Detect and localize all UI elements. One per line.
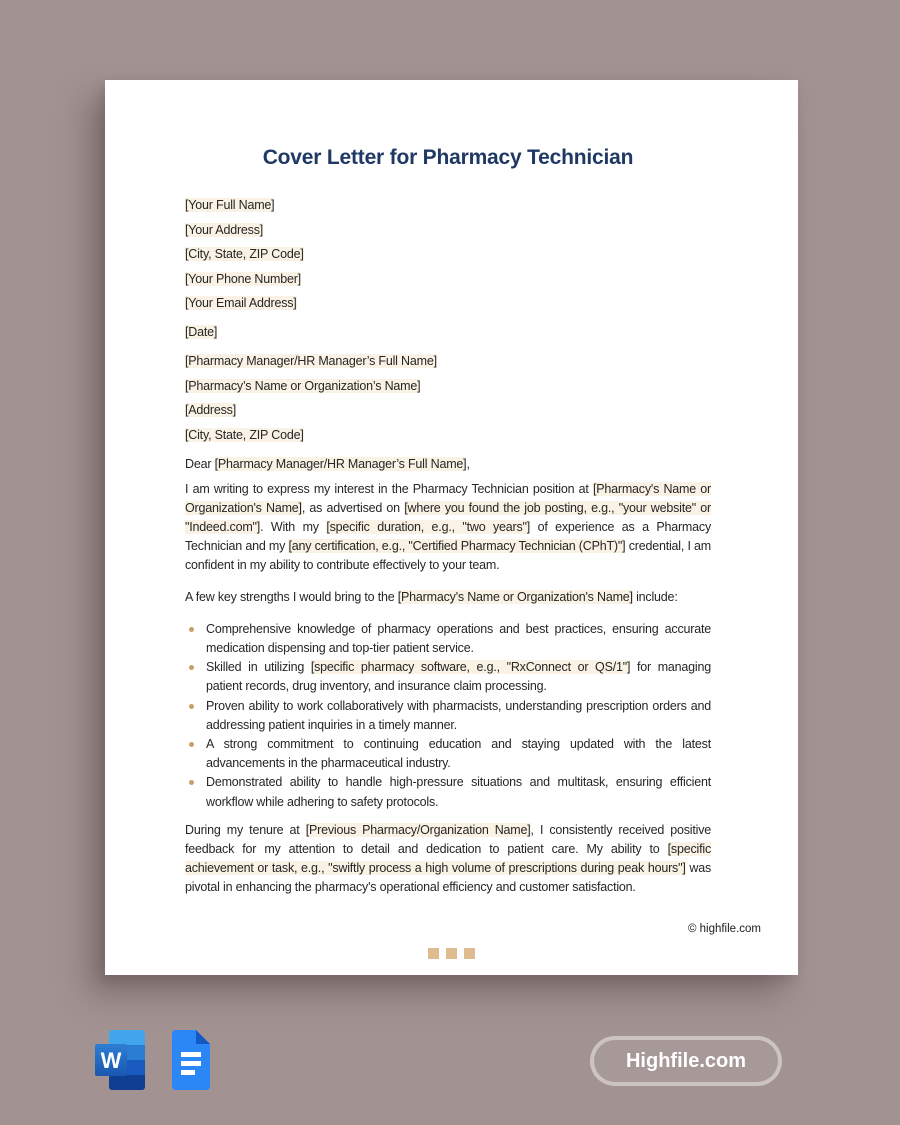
placeholder-highlight: [where you found the job posting, e.g., "your website" or "Indeed.com"] [185, 500, 711, 534]
placeholder-highlight: [Previous Pharmacy/Organization Name] [305, 822, 531, 837]
address-line [185, 245, 711, 264]
placeholder-highlight: [Your Email Address] [185, 296, 297, 310]
recipient-address-block [185, 352, 711, 445]
placeholder-highlight: [City, State, ZIP Code] [185, 427, 304, 442]
text-segment: credential, I am confident in my ability to contribute effectively to your team. [185, 539, 711, 573]
text-segment: During my tenure at [185, 822, 306, 837]
placeholder-highlight: [Pharmacy's Name or Organization's Name] [397, 590, 633, 605]
text-segment: Proven ability to work collaboratively with pharmacists, understanding prescription orders and addressing patient inquiries in a timely manner. [206, 698, 711, 732]
document-title: Cover Letter for Pharmacy Technician [262, 146, 634, 169]
text-segment: was pivotal in enhancing the pharmacy's operational efficiency and customer satisfaction. [185, 861, 711, 895]
strengths-list [185, 620, 711, 812]
text-segment: Comprehensive knowledge of pharmacy operations and best practices, ensuring accurate medication dispensing and top-tier patient service. [206, 621, 711, 655]
placeholder-highlight: [Pharmacy’s Name or Organization’s Name] [185, 378, 421, 393]
placeholder-highlight: [Pharmacy's Name or Organization's Name] [185, 481, 711, 515]
placeholder-highlight: [Pharmacy Manager/HR Manager’s Full Name] [185, 354, 437, 368]
copyright-watermark: © highfile.com [687, 923, 761, 935]
text-segment: A strong commitment to continuing education and staying updated with the latest advancements in the pharmaceutical industry. [206, 736, 711, 771]
word-letter: W [100, 1048, 122, 1073]
address-line [185, 270, 711, 289]
text-segment: Skilled in utilizing [206, 660, 311, 675]
text-segment: Dear [185, 456, 215, 471]
sender-address-block [185, 196, 711, 313]
placeholder-highlight: [Your Phone Number] [185, 271, 301, 286]
address-line [185, 426, 711, 445]
google-docs-icon-graphic [172, 1030, 210, 1090]
placeholder-highlight: [any certification, e.g., "Certified Pharmacy Technician (CPhT)"] [288, 539, 626, 554]
address-line [185, 401, 711, 420]
salutation-line [185, 455, 711, 474]
text-segment: I am writing to express my interest in the Pharmacy Technician position at [185, 481, 593, 496]
google-docs-icon[interactable] [172, 1030, 210, 1090]
document-content [105, 80, 798, 975]
page-indicator [105, 948, 798, 959]
highfile-brand-button[interactable]: Highfile.com [590, 1036, 782, 1086]
address-line [185, 377, 711, 396]
bullet-item [185, 620, 711, 658]
text-segment: , I consistently received positive feedback for my attention to detail and dedication to patient care. My ability to [185, 822, 711, 856]
placeholder-highlight: [specific duration, e.g., "two years"] [326, 519, 531, 534]
ms-word-icon-graphic [95, 1030, 145, 1090]
text-segment: Demonstrated ability to handle high-pressure situations and multitask, ensuring efficient workflow while adhering to safety protocols. [206, 775, 711, 809]
document-sheet [105, 80, 798, 975]
text-segment: for managing patient records, drug inventory, and insurance claim processing. [206, 660, 711, 694]
placeholder-highlight: [specific pharmacy software, e.g., "RxConnect or QS/1"] [310, 660, 631, 675]
address-line [185, 323, 711, 342]
placeholder-highlight: [specific achievement or task, e.g., "swiftly process a high volume of prescriptions during peak hours"] [185, 841, 711, 876]
text-segment: , as advertised on [301, 500, 405, 515]
placeholder-highlight: [Your Address] [185, 222, 264, 237]
bullet-item [185, 773, 711, 811]
address-line [185, 294, 711, 313]
text-segment: include: [632, 590, 678, 605]
page-dot[interactable] [428, 948, 439, 959]
intro-paragraph [185, 480, 711, 576]
date-block [185, 323, 711, 342]
bullet-item [185, 735, 711, 773]
bullet-item [185, 697, 711, 735]
page-dot[interactable] [464, 948, 475, 959]
ms-word-icon[interactable] [95, 1030, 145, 1090]
strengths-intro [185, 588, 711, 607]
text-segment: . With my [260, 519, 327, 534]
text-segment: of experience as a Pharmacy Technician and my [185, 519, 711, 554]
address-line [185, 221, 711, 240]
text-segment: A few key strengths I would bring to the [185, 590, 398, 605]
placeholder-highlight: [Your Full Name] [185, 198, 275, 212]
closing-paragraph [185, 821, 711, 898]
placeholder-highlight: [Address] [185, 403, 237, 417]
address-line [185, 352, 711, 371]
placeholder-highlight: [City, State, ZIP Code] [185, 247, 304, 261]
placeholder-highlight: [Pharmacy Manager/HR Manager’s Full Name] [214, 456, 467, 471]
placeholder-highlight: [Date] [185, 325, 218, 339]
text-segment: , [466, 456, 470, 471]
page-dot[interactable] [446, 948, 457, 959]
bullet-item [185, 658, 711, 696]
address-line [185, 196, 711, 215]
